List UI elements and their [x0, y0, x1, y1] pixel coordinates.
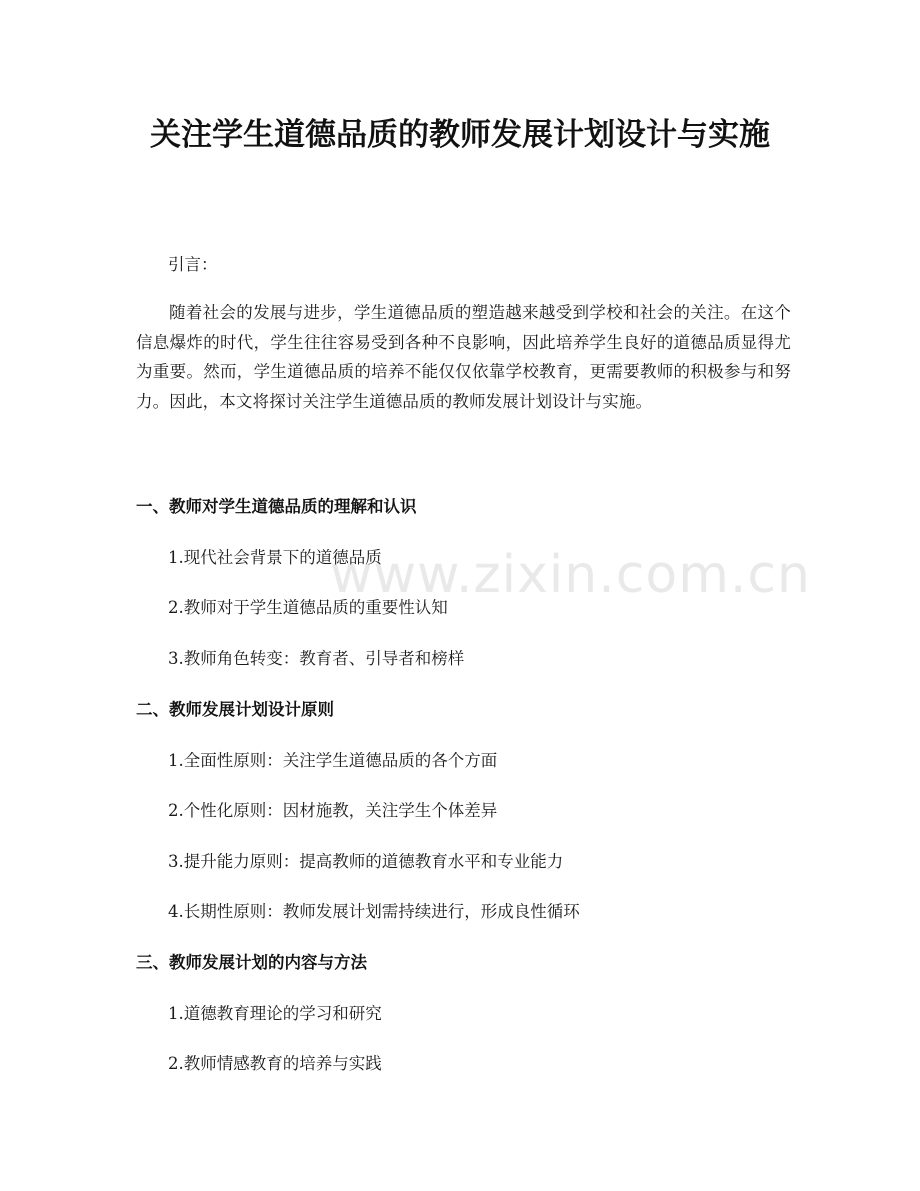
section-2-item-3: 3.提升能力原则：提高教师的道德教育水平和专业能力 [168, 852, 564, 871]
section-2-item-2: 2.个性化原则：因材施教，关注学生个体差异 [168, 801, 498, 820]
section-3-item-2: 2.教师情感教育的培养与实践 [168, 1054, 382, 1073]
section-heading-3: 三、教师发展计划的内容与方法 [136, 953, 367, 972]
intro-paragraph: 随着社会的发展与进步，学生道德品质的塑造越来越受到学校和社会的关注。在这个信息爆炸的时代，学生往往容易受到各种不良影响，因此培养学生良好的道德品质显得尤为重要。然而，学生道德品质的培养不能仅仅依靠学校教育，更需要教师的积极参与和努力。因此，本文将探讨关注学生道德品质的教师发展计划设计与实施。 [136, 303, 791, 411]
section-1-item-1: 1.现代社会背景下的道德品质 [168, 548, 382, 567]
section-heading-1: 一、教师对学生道德品质的理解和认识 [136, 497, 417, 516]
document-title: 关注学生道德品质的教师发展计划设计与实施 [150, 117, 770, 153]
section-1-item-2: 2.教师对于学生道德品质的重要性认知 [168, 598, 448, 617]
section-3-item-1: 1.道德教育理论的学习和研究 [168, 1004, 382, 1023]
section-1-item-3: 3.教师角色转变：教育者、引导者和榜样 [168, 649, 465, 668]
section-2-item-1: 1.全面性原则：关注学生道德品质的各个方面 [168, 751, 498, 770]
section-2-item-4: 4.长期性原则：教师发展计划需持续进行，形成良性循环 [168, 902, 580, 921]
section-heading-2: 二、教师发展计划设计原则 [136, 700, 334, 719]
intro-label: 引言： [168, 255, 218, 274]
watermark: www.zixin.com.cn [330, 545, 811, 605]
